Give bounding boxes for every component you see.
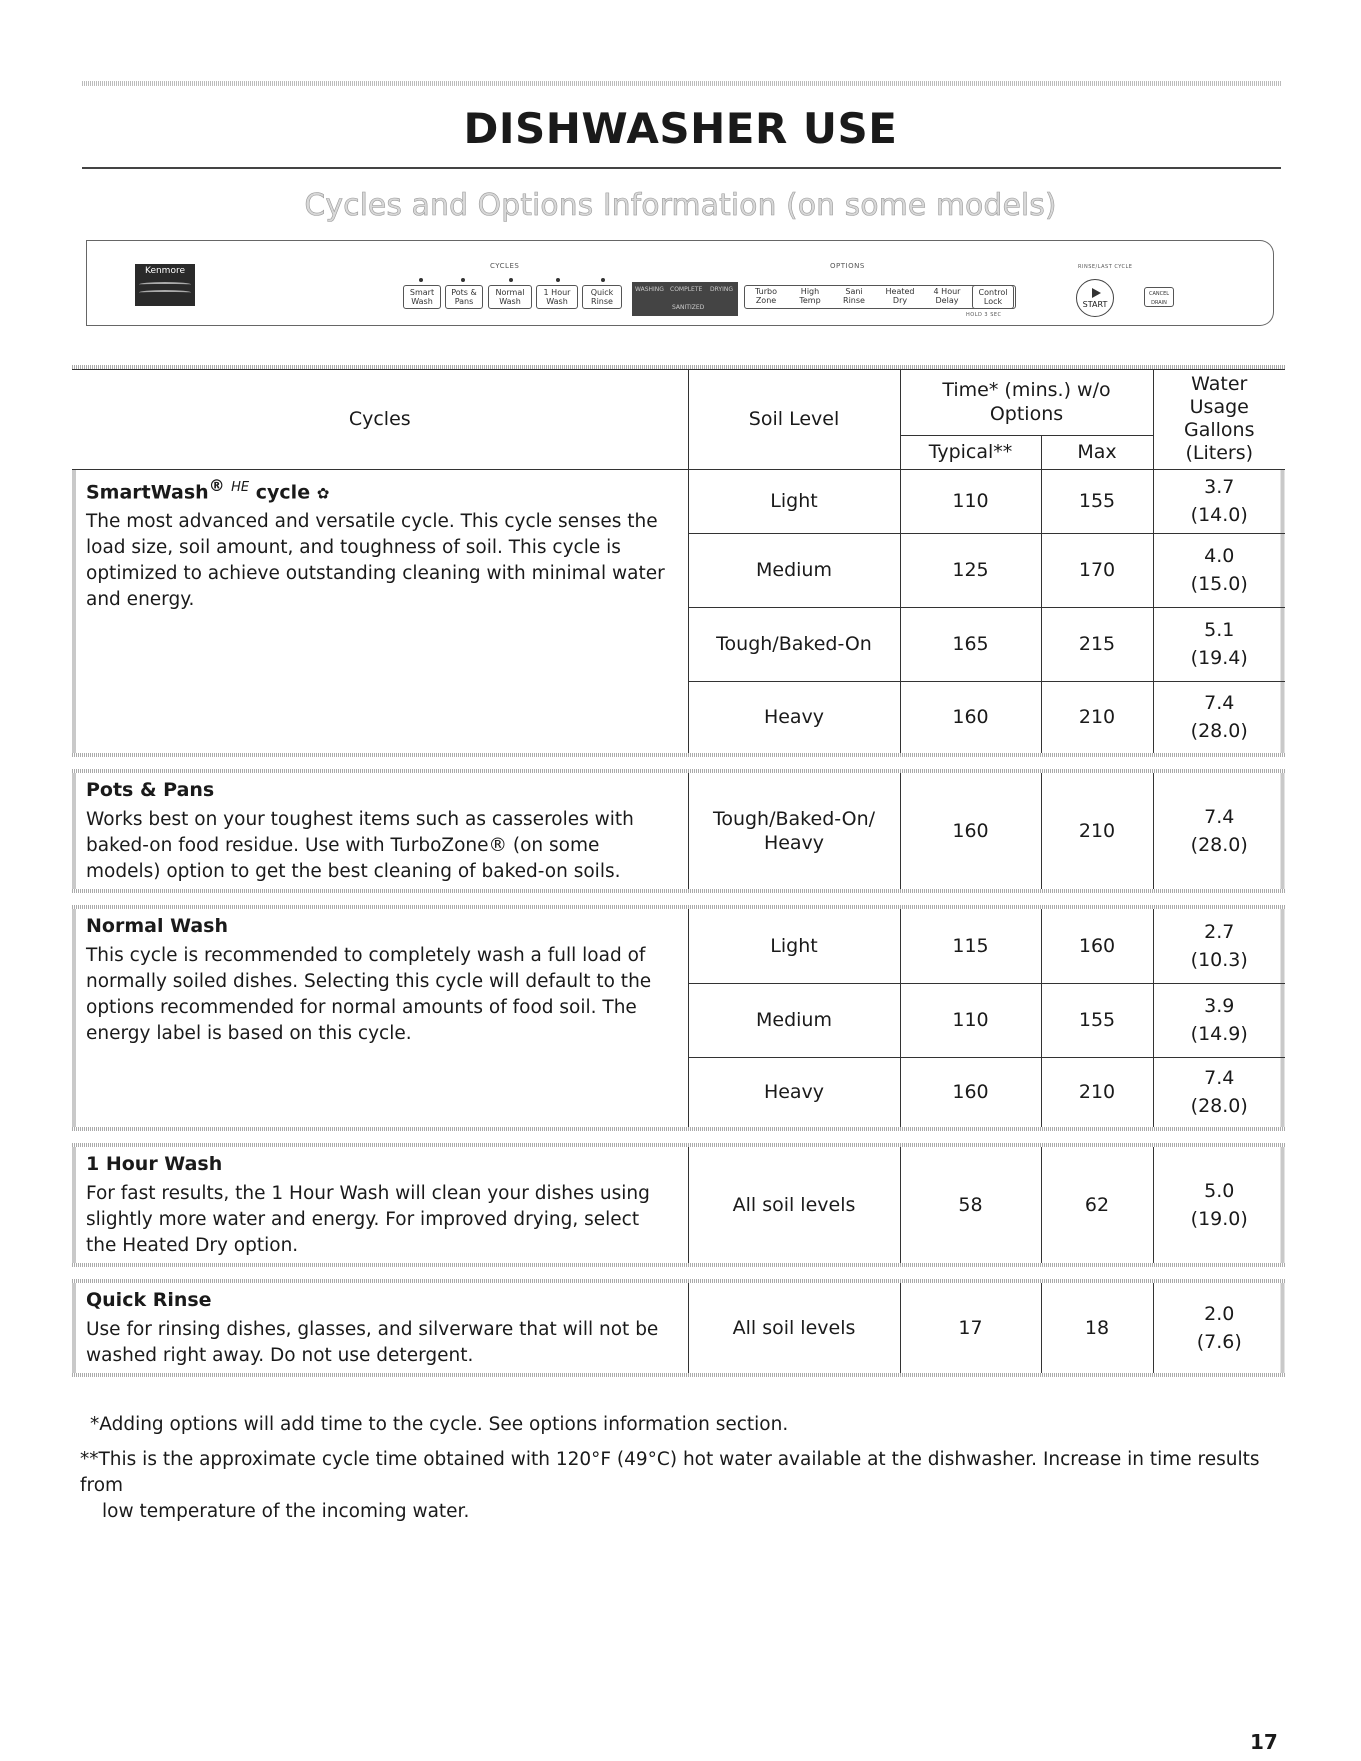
kenmore-logo	[135, 264, 195, 306]
soil-level: Tough/Baked-On/ Heavy	[688, 773, 900, 889]
cycle-name: 1 Hour Wash	[86, 1153, 223, 1175]
max-time: 160	[1041, 909, 1153, 983]
table-header-row	[72, 369, 1285, 435]
logo-wave-icon	[139, 282, 191, 287]
cycle-name: Quick Rinse	[86, 1289, 212, 1311]
logo-text: Kenmore	[144, 266, 185, 276]
max-time: 170	[1041, 533, 1153, 607]
max-time: 62	[1041, 1147, 1153, 1263]
start-button-illustration	[1076, 279, 1114, 317]
max-time: 210	[1041, 773, 1153, 889]
status-display	[632, 282, 738, 316]
cycle-description: The most advanced and versatile cycle. This cycle senses the load size, soil amount, and toughness of soil. This cycle is optimized to achieve outstanding cleaning with minimal water and energy.	[86, 510, 665, 610]
soil-level: Light	[688, 909, 900, 983]
indicator-dot	[461, 278, 465, 282]
footnote-cycle-time-lead: **This is the approximate cycle time obtained with 120°F (49°C) hot water available at the dishwasher. Increase in time results from	[80, 1449, 1260, 1496]
typical-time: 115	[900, 909, 1041, 983]
table-row	[72, 1147, 1285, 1263]
panel-button-1-hour-wash: 1 Hour Wash	[536, 285, 578, 309]
header-water-usage: Water Usage Gallons (Liters)	[1153, 369, 1285, 469]
water-usage: 3.9 (14.9)	[1153, 983, 1285, 1057]
typical-time: 110	[900, 469, 1041, 533]
indicator-dot	[419, 278, 423, 282]
display-text: SANITIZED	[672, 304, 705, 311]
cycles-table	[72, 365, 1285, 1377]
typical-time: 58	[900, 1147, 1041, 1263]
header-time: Time* (mins.) w/o Options	[900, 369, 1153, 435]
water-usage: 7.4 (28.0)	[1153, 773, 1285, 889]
typical-time: 160	[900, 681, 1041, 753]
cycle-description: This cycle is recommended to completely wash a full load of normally soiled dishes. Selecting this cycle will default to the options recommended for normal amounts of food soil. The energy label is based on this cycle.	[86, 945, 652, 1044]
cancel-drain-button-illustration: CANCEL DRAIN	[1144, 287, 1174, 307]
soil-level: Medium	[688, 533, 900, 607]
leaf-icon: ✿	[316, 483, 330, 502]
title-rule	[82, 167, 1281, 169]
cycles-label: CYCLES	[490, 262, 520, 270]
panel-button-pots-pans: Pots & Pans	[445, 285, 483, 309]
typical-time: 125	[900, 533, 1041, 607]
group-spacer	[72, 1267, 1285, 1279]
panel-button-smart-wash: Smart Wash	[403, 285, 441, 309]
logo-wave-icon	[139, 290, 191, 295]
cycle-name: Normal Wash	[86, 915, 229, 937]
table-row	[72, 773, 1285, 889]
indicator-dot	[556, 278, 560, 282]
play-icon	[1092, 288, 1101, 298]
typical-time: 160	[900, 773, 1041, 889]
panel-option-turbo-zone: Turbo Zone	[754, 287, 777, 305]
table-row	[72, 909, 1285, 983]
footnote-options: *Adding options will add time to the cycle. See options information section.	[90, 1414, 789, 1435]
panel-button-quick-rinse: Quick Rinse	[582, 285, 622, 309]
hold-label: HOLD 3 SEC	[966, 312, 1002, 318]
panel-option-sani-rinse: Sani Rinse	[843, 287, 865, 305]
indicator-dot	[601, 278, 605, 282]
soil-level: Heavy	[688, 1057, 900, 1127]
display-text: DRYING	[710, 286, 733, 293]
soil-level: All soil levels	[688, 1283, 900, 1373]
water-usage: 4.0 (15.0)	[1153, 533, 1285, 607]
header-cycles: Cycles	[72, 369, 688, 469]
cycle-name: Pots & Pans	[86, 779, 215, 801]
water-usage: 3.7 (14.0)	[1153, 469, 1285, 533]
soil-level: Light	[688, 469, 900, 533]
indicator-dot	[509, 278, 513, 282]
cycle-cell-normal-wash	[72, 909, 688, 1127]
max-time: 155	[1041, 469, 1153, 533]
table-row	[72, 469, 1285, 533]
panel-option-control-lock: Control Lock	[972, 285, 1014, 309]
page-number: 17	[1250, 1730, 1278, 1754]
cycle-description: Use for rinsing dishes, glasses, and silverware that will not be washed right away. Do not use detergent.	[86, 1319, 659, 1366]
max-time: 215	[1041, 607, 1153, 681]
max-time: 210	[1041, 681, 1153, 753]
soil-level: All soil levels	[688, 1147, 900, 1263]
cycle-description: For fast results, the 1 Hour Wash will clean your dishes using slightly more water and energy. For improved drying, select the Heated Dry option.	[86, 1183, 650, 1256]
panel-button-normal-wash: Normal Wash	[488, 285, 532, 309]
page-title: DISHWASHER USE	[463, 104, 898, 153]
panel-option-high-temp: High Temp	[799, 287, 821, 305]
table-bottom-edge	[72, 1373, 1285, 1377]
group-spacer	[72, 757, 1285, 769]
footnote-cycle-time-rest: low temperature of the incoming water.	[102, 1501, 470, 1522]
options-label: OPTIONS	[830, 262, 865, 270]
cycle-name: SmartWash® $^{HE}$ cycle ✿	[86, 475, 330, 503]
max-time: 18	[1041, 1283, 1153, 1373]
cycle-cell-smartwash	[72, 469, 688, 753]
panel-option-4-hour-delay: 4 Hour Delay	[933, 287, 961, 305]
section-subtitle: Cycles and Options Information (on some models)	[304, 188, 1057, 223]
typical-time: 17	[900, 1283, 1041, 1373]
panel-option-heated-dry: Heated Dry	[885, 287, 915, 305]
water-usage: 5.0 (19.0)	[1153, 1147, 1285, 1263]
panel-lead-line	[86, 240, 100, 326]
max-time: 210	[1041, 1057, 1153, 1127]
group-spacer	[72, 1131, 1285, 1143]
water-usage: 7.4 (28.0)	[1153, 681, 1285, 753]
cycle-description: Works best on your toughest items such as casseroles with baked-on food residue. Use with TurboZone® (on some models) option to get the best cleaning of baked-on soils.	[86, 809, 634, 882]
max-time: 155	[1041, 983, 1153, 1057]
water-usage: 7.4 (28.0)	[1153, 1057, 1285, 1127]
top-dotted-rule	[82, 81, 1281, 86]
start-label: START	[1082, 300, 1108, 309]
table-row	[72, 1283, 1285, 1373]
typical-time: 110	[900, 983, 1041, 1057]
soil-level: Medium	[688, 983, 900, 1057]
header-typical: Typical**	[900, 435, 1041, 469]
water-usage: 2.0 (7.6)	[1153, 1283, 1285, 1373]
group-spacer	[72, 893, 1285, 905]
status-label: RINSE/LAST CYCLE	[1078, 264, 1133, 270]
soil-level: Tough/Baked-On	[688, 607, 900, 681]
cycle-cell-1-hour-wash	[72, 1147, 688, 1263]
display-text: WASHING	[635, 286, 664, 293]
water-usage: 5.1 (19.4)	[1153, 607, 1285, 681]
typical-time: 165	[900, 607, 1041, 681]
cycle-cell-pots-pans	[72, 773, 688, 889]
header-soil-level: Soil Level	[688, 369, 900, 469]
water-usage: 2.7 (10.3)	[1153, 909, 1285, 983]
cycle-cell-quick-rinse	[72, 1283, 688, 1373]
display-text: COMPLETE	[670, 286, 703, 293]
typical-time: 160	[900, 1057, 1041, 1127]
soil-level: Heavy	[688, 681, 900, 753]
header-max: Max	[1041, 435, 1153, 469]
footnote-cycle-time	[80, 1447, 1290, 1525]
